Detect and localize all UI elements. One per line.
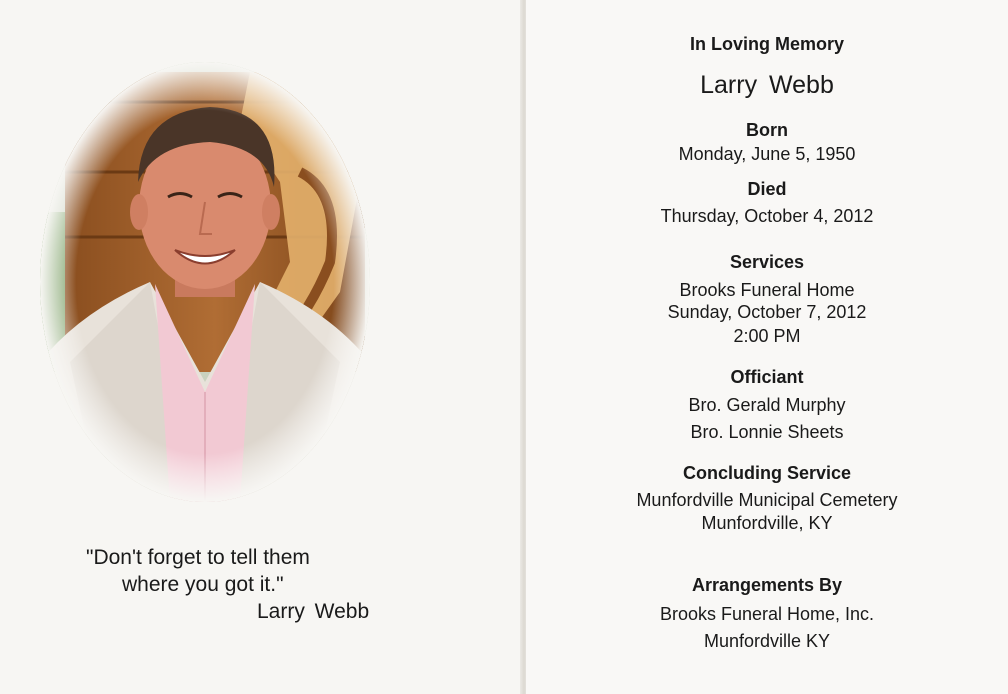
concluding-label: Concluding Service <box>682 463 852 483</box>
portrait-illustration <box>40 62 370 502</box>
arrangements-label: Arrangements By <box>691 575 843 595</box>
born-label: Born <box>746 120 788 140</box>
concluding-place: Munfordville Municipal Cemetery <box>636 490 898 510</box>
arrangements-firm: Brooks Funeral Home, Inc. <box>659 604 875 624</box>
deceased-name: Larry Webb <box>700 71 834 99</box>
born-date: Monday, June 5, 1950 <box>678 144 856 164</box>
officiant-name-1: Bro. Gerald Murphy <box>688 395 846 415</box>
quote-line-1: "Don't forget to tell them <box>86 546 310 569</box>
concluding-city: Munfordville, KY <box>701 513 833 533</box>
arrangements-city: Munfordville KY <box>703 631 831 651</box>
quote-line-2: where you got it." <box>122 573 284 596</box>
portrait-photo <box>40 62 370 502</box>
services-label: Services <box>729 252 805 272</box>
services-place: Brooks Funeral Home <box>679 280 855 300</box>
died-label: Died <box>747 179 787 199</box>
died-date: Thursday, October 4, 2012 <box>660 206 874 226</box>
memory-heading: In Loving Memory <box>689 34 844 54</box>
officiant-name-2: Bro. Lonnie Sheets <box>690 422 844 442</box>
services-date: Sunday, October 7, 2012 <box>667 302 867 322</box>
services-time: 2:00 PM <box>733 326 801 346</box>
quote-attribution: Larry Webb <box>257 600 370 623</box>
right-panel <box>526 0 1008 694</box>
officiant-label: Officiant <box>730 367 804 387</box>
